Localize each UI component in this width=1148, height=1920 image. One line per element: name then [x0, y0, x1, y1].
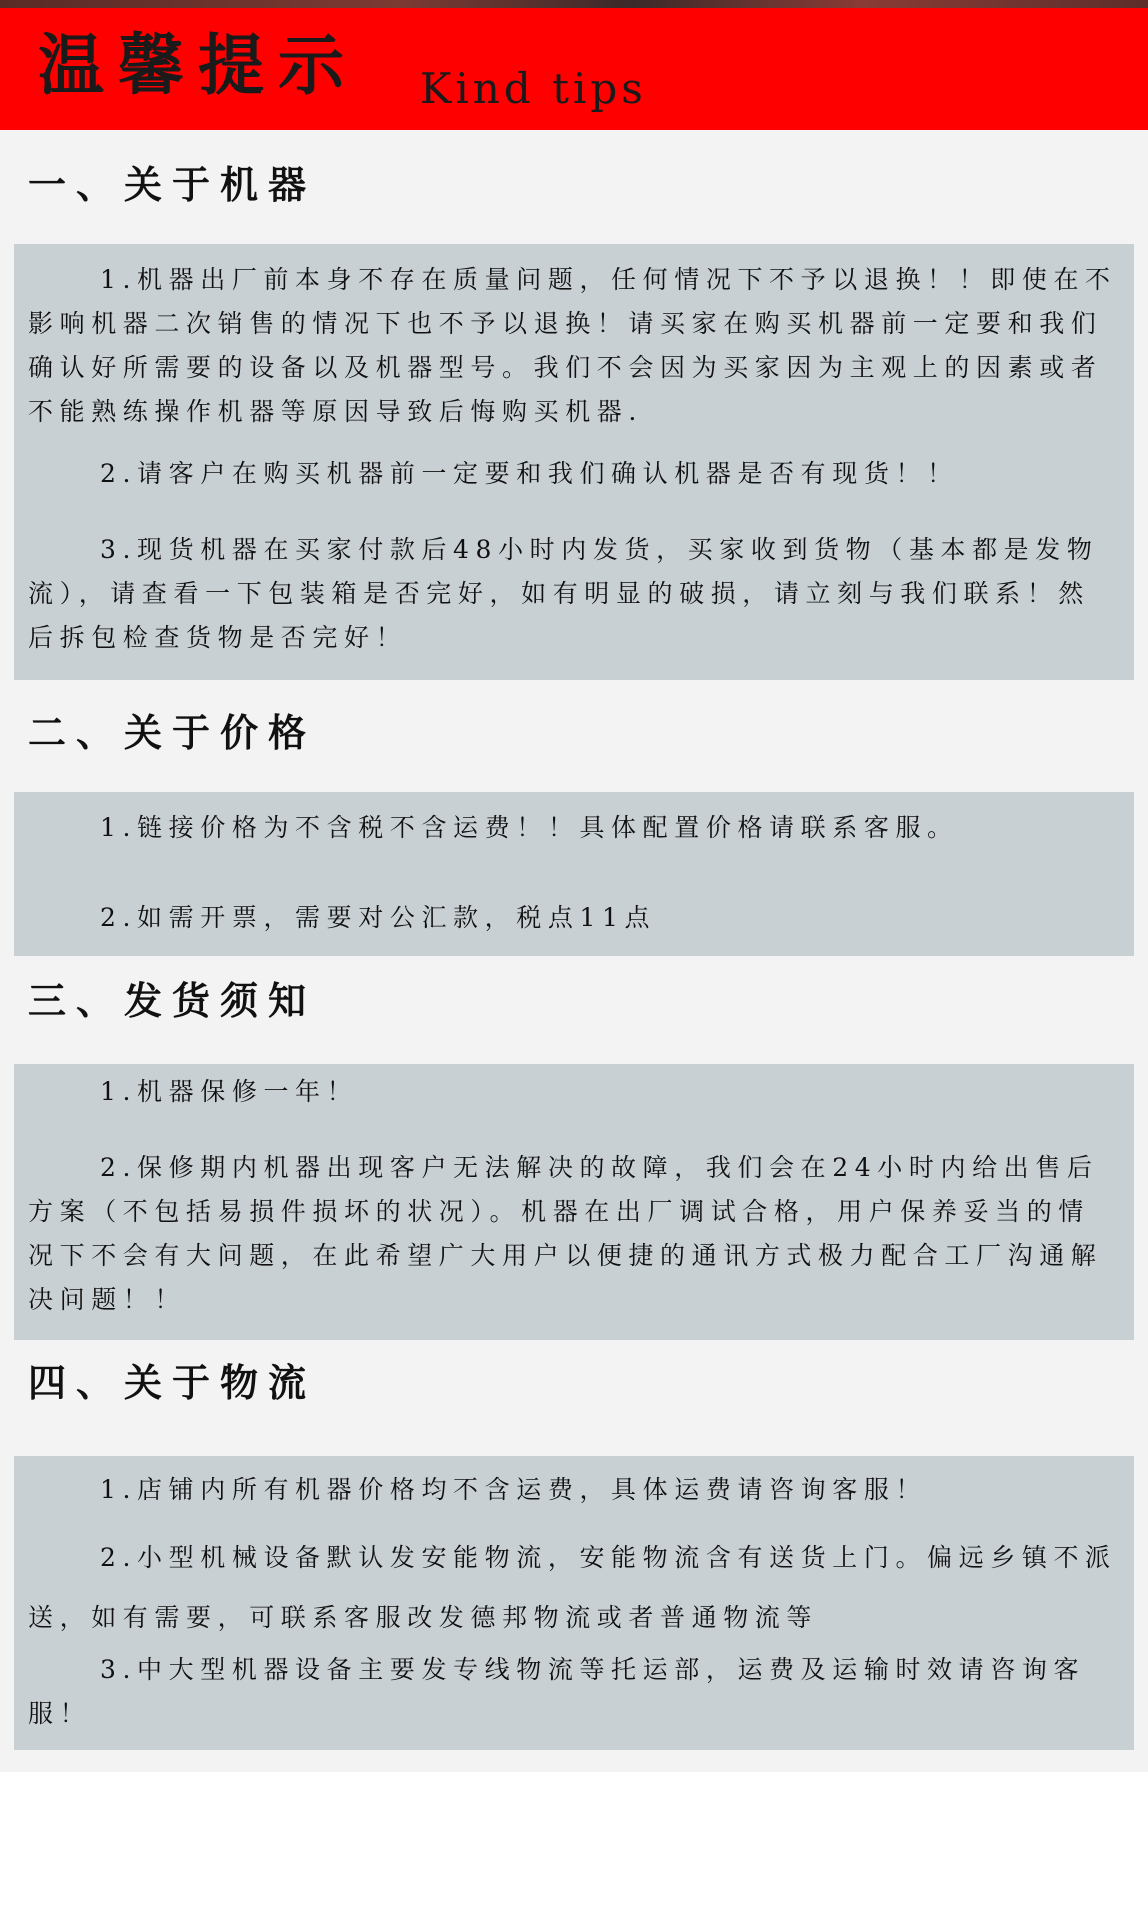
shipping-item-1: 1.机器保修一年！	[100, 1077, 359, 1106]
banner-subtitle: Kind tips	[420, 64, 647, 113]
machine-item-2: 2.请客户在购买机器前一定要和我们确认机器是否有现货！！	[100, 459, 959, 488]
logistics-item-2: 2.小型机械设备默认发安能物流，安能物流含有送货上门。偏远乡镇不派送，如有需要，可联系客服改发德邦物流或者普通物流等	[28, 1543, 1117, 1632]
price-item-1: 1.链接价格为不含税不含运费！！具体配置价格请联系客服。	[100, 813, 959, 842]
price-item-2: 2.如需开票，需要对公汇款，税点11点	[100, 903, 657, 932]
top-photo-strip	[0, 0, 1148, 8]
kind-tips-banner	[0, 8, 1148, 130]
section-heading-logistics: 四、关于物流	[28, 1360, 317, 1405]
shipping-item-2: 2.保修期内机器出现客户无法解决的故障，我们会在24小时内给出售后方案（不包括易损件损坏的状况）。机器在出厂调试合格，用户保养妥当的情况下不会有大问题，在此希望广大用户以便捷的通讯方式极力配合工厂沟通解决问题！！	[28, 1153, 1103, 1314]
machine-item-3: 3.现货机器在买家付款后48小时内发货，买家收到货物（基本都是发物流），请查看一下包装箱是否完好，如有明显的破损，请立刻与我们联系！然后拆包检查货物是否完好！	[28, 535, 1099, 652]
section-heading-shipping: 三、发货须知	[28, 978, 317, 1023]
section-heading-price: 二、关于价格	[28, 710, 317, 755]
logistics-item-1: 1.店铺内所有机器价格均不含运费，具体运费请咨询客服！	[100, 1475, 928, 1504]
logistics-item-3: 3.中大型机器设备主要发专线物流等托运部，运费及运输时效请咨询客服！	[28, 1655, 1086, 1728]
section-heading-machine: 一、关于机器	[28, 162, 317, 207]
banner-title: 温馨提示	[38, 26, 358, 104]
machine-item-1: 1.机器出厂前本身不存在质量问题，任何情况下不予以退换！！即使在不影响机器二次销售的情况下也不予以退换！请买家在购买机器前一定要和我们确认好所需要的设备以及机器型号。我们不会因为买家因为主观上的因素或者不能熟练操作机器等原因导致后悔购买机器.	[28, 265, 1117, 426]
